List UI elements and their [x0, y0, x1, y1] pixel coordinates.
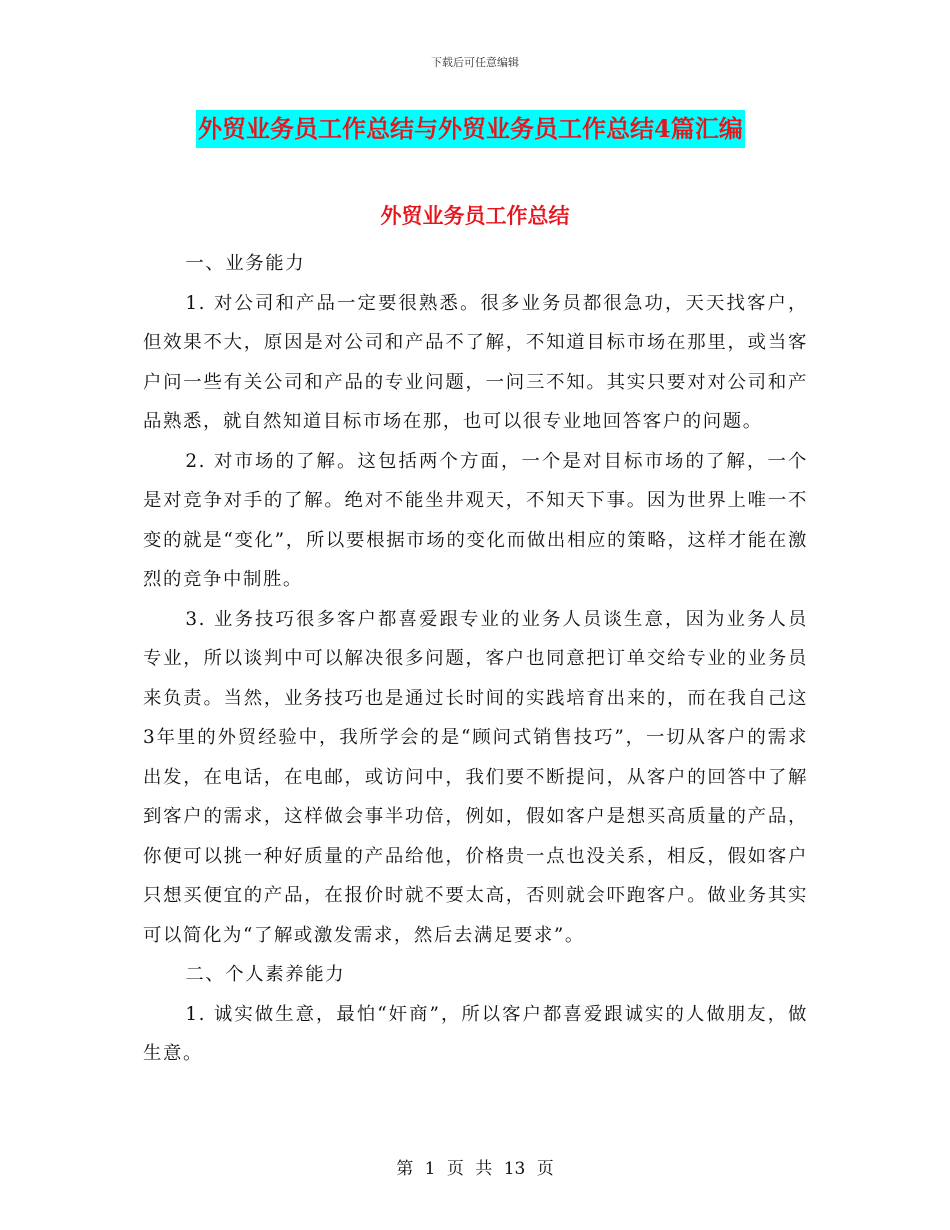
document-title: 外贸业务员工作总结与外贸业务员工作总结4篇汇编	[196, 110, 745, 148]
heading-personal-quality: 二、个人素养能力	[185, 964, 346, 985]
paragraph-know-company: 1. 对公司和产品一定要很熟悉。很多业务员都很急功，天天找客户，但效果不大，原因是对公司和产品不了解，不知道目标市场在那里，或当客户问一些有关公司和产品的专业问题，一问三不知。其实只要对对公司和产品熟悉，就自然知道目标市场在那，也可以很专业地回答客户的问题。	[143, 292, 808, 432]
page-number: 第 1 页 共 13 页	[396, 1159, 554, 1179]
section-title: 外贸业务员工作总结	[380, 203, 570, 228]
paragraph-business-skills: 3. 业务技巧很多客户都喜爱跟专业的业务人员谈生意，因为业务人员专业，所以谈判中可以解决很多问题，客户也同意把订单交给专业的业务员来负责。当然，业务技巧也是通过长时间的实践培育出来的，而在我自己这3年里的外贸经验中，我所学会的是“顾问式销售技巧”，一切从客户的需求出发，在电话，在电邮，或访问中，我们要不断提问，从客户的回答中了解到客户的需求，这样做会事半功倍，例如，假如客户是想买高质量的产品，你便可以挑一种好质量的产品给他，价格贵一点也没关系，相反，假如客户只想买便宜的产品，在报价时就不要太高，否则就会吓跑客户。做业务其实可以简化为“了解或激发需求，然后去满足要求”。	[143, 608, 808, 946]
header-note: 下载后可任意编辑	[431, 56, 519, 69]
paragraph-know-market: 2. 对市场的了解。这包括两个方面，一个是对目标市场的了解，一个是对竞争对手的了解。绝对不能坐井观天，不知天下事。因为世界上唯一不变的就是“变化”，所以要根据市场的变化而做出相应的策略，这样才能在激烈的竞争中制胜。	[143, 450, 808, 590]
paragraph-honesty: 1. 诚实做生意，最怕“奸商”，所以客户都喜爱跟诚实的人做朋友，做生意。	[143, 1003, 808, 1064]
heading-business-ability: 一、业务能力	[185, 253, 306, 274]
document-body	[143, 244, 808, 1074]
